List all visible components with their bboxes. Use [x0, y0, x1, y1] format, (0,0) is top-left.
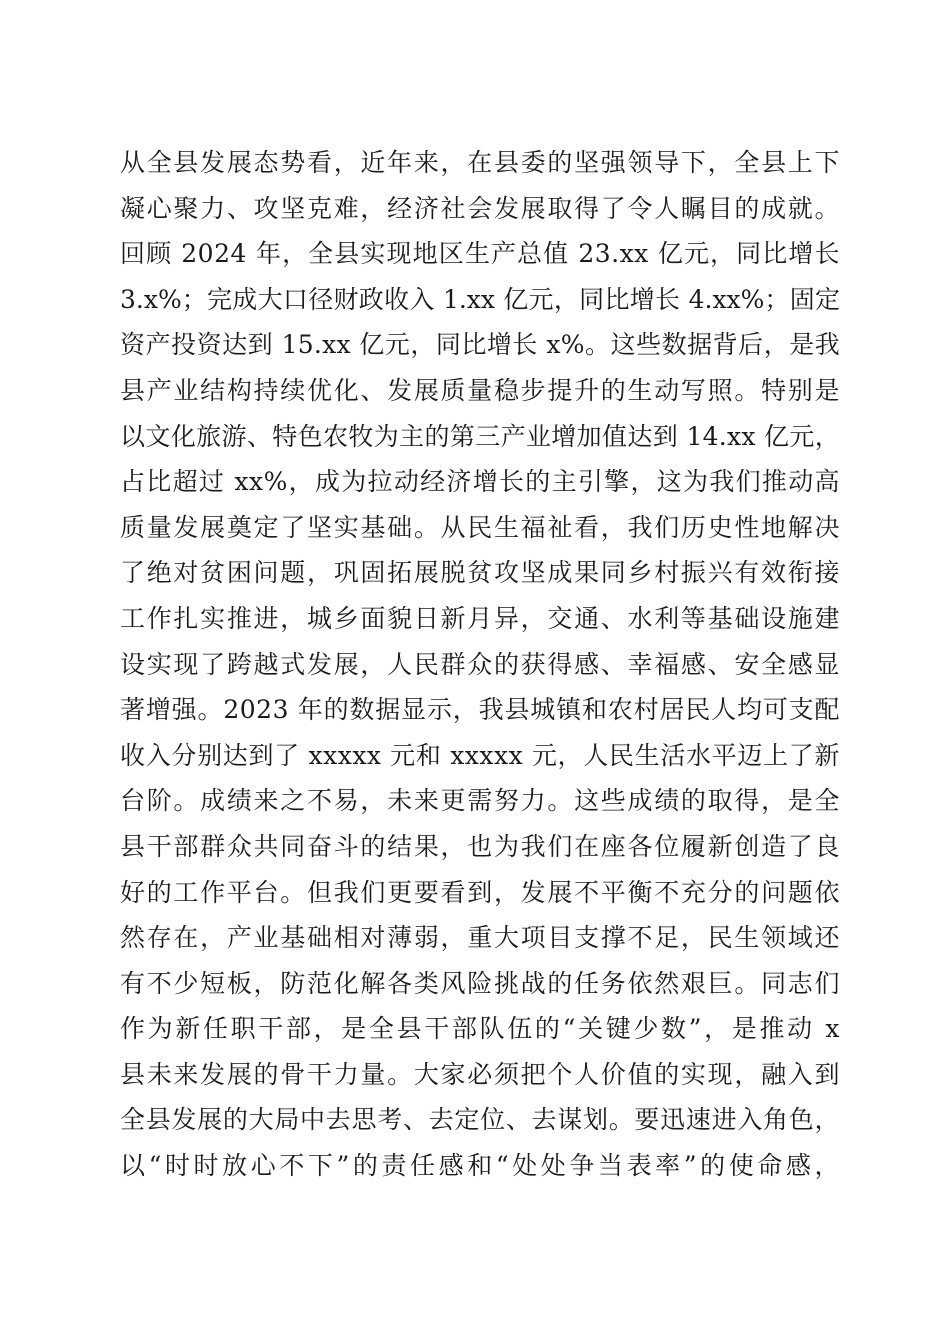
text-line: 3.x%；完成大口径财政收入 1.xx 亿元，同比增长 4.xx%；固定: [120, 284, 840, 314]
text-line: 占比超过 xx%，成为拉动经济增长的主引擎，这为我们推动高: [120, 467, 840, 497]
text-line: 好的工作平台。但我们更要看到，发展不平衡不充分的问题依: [120, 877, 840, 907]
text-line: 县未来发展的骨干力量。大家必须把个人价值的实现，融入到: [120, 1059, 840, 1089]
text-line: 工作扎实推进，城乡面貌日新月异，交通、水利等基础设施建: [120, 603, 840, 633]
text-line: 凝心聚力、攻坚克难，经济社会发展取得了令人瞩目的成就。: [120, 193, 840, 223]
text-line: 县产业结构持续优化、发展质量稳步提升的生动写照。特别是: [120, 375, 840, 405]
text-line: 然存在，产业基础相对薄弱，重大项目支撑不足，民生领域还: [120, 923, 840, 953]
text-line: 台阶。成绩来之不易，未来更需努力。这些成绩的取得，是全: [120, 786, 840, 816]
text-line: 资产投资达到 15.xx 亿元，同比增长 x%。这些数据背后，是我: [120, 330, 840, 360]
text-line: 作为新任职干部，是全县干部队伍的“关键少数”，是推动 x: [120, 1014, 840, 1044]
text-line: 设实现了跨越式发展，人民群众的获得感、幸福感、安全感显: [120, 649, 840, 679]
text-line: 以文化旅游、特色农牧为主的第三产业增加值达到 14.xx 亿元，: [120, 421, 840, 451]
text-line: 以“时时放心不下”的责任感和“处处争当表率”的使命感，: [120, 1151, 840, 1181]
text-line: 县干部群众共同奋斗的结果，也为我们在座各位履新创造了良: [120, 831, 840, 861]
text-line: 全县发展的大局中去思考、去定位、去谋划。要迅速进入角色，: [120, 1105, 840, 1135]
text-line: 回顾 2024 年，全县实现地区生产总值 23.xx 亿元，同比增长: [120, 239, 840, 269]
text-line: 著增强。2023 年的数据显示，我县城镇和农村居民人均可支配: [120, 695, 840, 725]
text-line: 有不少短板，防范化解各类风险挑战的任务依然艰巨。同志们: [120, 968, 840, 998]
text-line: 收入分别达到了 xxxxx 元和 xxxxx 元，人民生活水平迈上了新: [120, 740, 840, 770]
text-line: 质量发展奠定了坚实基础。从民生福祉看，我们历史性地解决: [120, 512, 840, 542]
text-line: 了绝对贫困问题，巩固拓展脱贫攻坚成果同乡村振兴有效衔接: [120, 558, 840, 588]
body-paragraph: [120, 140, 840, 1189]
text-line: 从全县发展态势看，近年来，在县委的坚强领导下，全县上下: [120, 148, 840, 177]
